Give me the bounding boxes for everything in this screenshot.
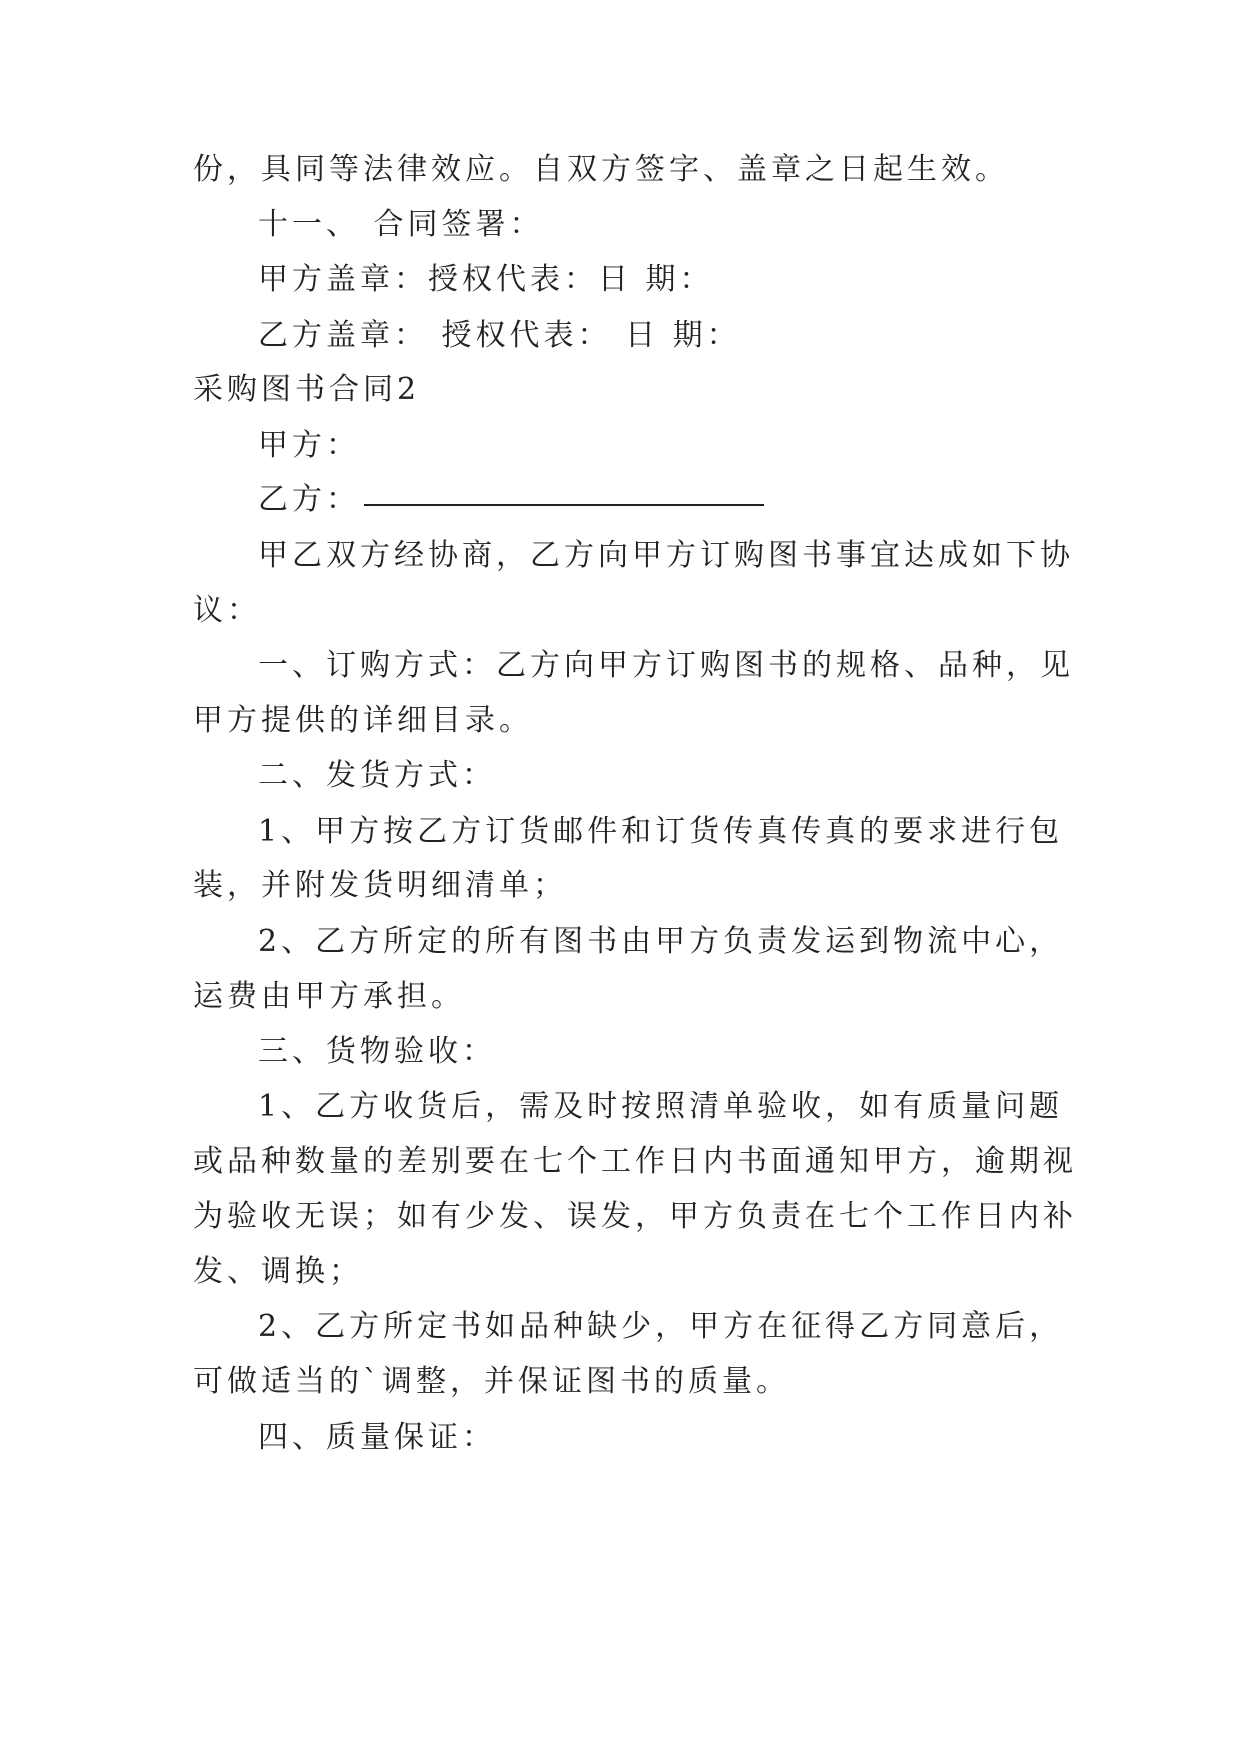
party-a-signature-line: 甲方盖章：授权代表：日 期： bbox=[258, 262, 714, 297]
text-line-8: 甲乙双方经协商，乙方向甲方订购图书事宜达成如下协 bbox=[258, 538, 1074, 573]
text-line-13: 1、甲方按乙方订货邮件和订货传真传真的要求进行包 bbox=[258, 814, 1064, 849]
text-line-19: 或品种数量的差别要在七个工作日内书面通知甲方，逾期视 bbox=[193, 1144, 1077, 1179]
text-line-23: 可做适当的`调整，并保证图书的质量。 bbox=[193, 1364, 790, 1399]
section-heading-1: 一、订购方式：乙方向甲方订购图书的规格、品种，见 bbox=[258, 648, 1074, 683]
text-line-21: 发、调换； bbox=[193, 1254, 363, 1289]
text-line-22: 2、乙方所定书如品种缺少，甲方在征得乙方同意后， bbox=[258, 1309, 1064, 1344]
party-b-blank bbox=[364, 504, 764, 506]
text-line-15: 2、乙方所定的所有图书由甲方负责发运到物流中心， bbox=[258, 924, 1064, 959]
party-b-label: 乙方： bbox=[258, 482, 360, 517]
text-line-14: 装，并附发货明细清单； bbox=[193, 868, 567, 903]
text-line-1: 份，具同等法律效应。自双方签字、盖章之日起生效。 bbox=[193, 152, 1009, 187]
text-line-18: 1、乙方收货后，需及时按照清单验收，如有质量问题 bbox=[258, 1089, 1064, 1124]
party-a-label: 甲方： bbox=[258, 428, 360, 463]
text-line-20: 为验收无误；如有少发、误发，甲方负责在七个工作日内补 bbox=[193, 1199, 1077, 1234]
section-heading-4: 四、质量保证： bbox=[258, 1420, 496, 1455]
text-line-9: 议： bbox=[193, 593, 261, 628]
contract-title: 采购图书合同2 bbox=[193, 372, 421, 407]
text-line-11: 甲方提供的详细目录。 bbox=[193, 703, 533, 738]
section-heading-11: 十一、 合同签署： bbox=[258, 207, 544, 242]
text-line-16: 运费由甲方承担。 bbox=[193, 979, 465, 1014]
party-b-signature-line: 乙方盖章： 授权代表： 日 期： bbox=[258, 318, 741, 353]
section-heading-3: 三、货物验收： bbox=[258, 1034, 496, 1069]
section-heading-2: 二、发货方式： bbox=[258, 758, 496, 793]
party-b-line bbox=[258, 480, 1063, 520]
